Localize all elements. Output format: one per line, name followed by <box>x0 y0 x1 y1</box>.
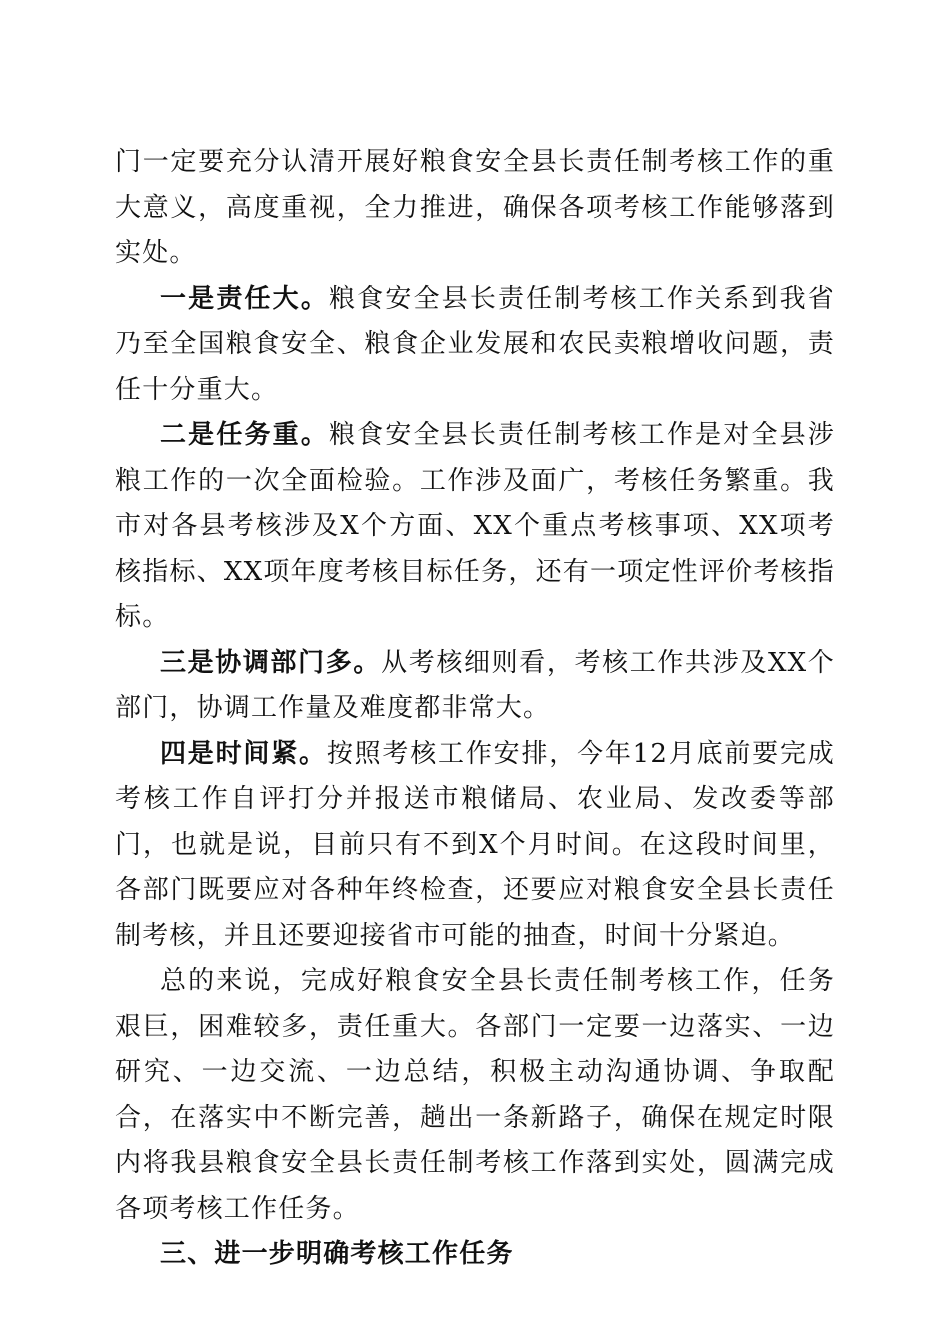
point-paragraph-4 <box>115 732 835 960</box>
point-paragraph-3 <box>115 641 835 732</box>
summary-paragraph <box>115 959 835 1232</box>
point-text-2: 粮食安全县长责任制考核工作是对全县涉粮工作的一次全面检验。工作涉及面广，考核任务繁重。我市对各县考核涉及X个方面、XX个重点考核事项、XX项考核指标、XX项年度考核目标任务，还有一项定性评价考核指标。 <box>115 420 836 632</box>
document-body <box>115 140 835 1278</box>
point-text-1: 粮食安全县长责任制考核工作关系到我省乃至全国粮食安全、粮食企业发展和农民卖粮增收问题，责任十分重大。 <box>115 283 836 405</box>
continuation-paragraph <box>115 140 835 277</box>
point-lead-2: 二是任务重。 <box>160 420 329 450</box>
point-lead-1: 一是责任大。 <box>160 283 329 314</box>
point-lead-4: 四是时间紧。 <box>160 738 327 769</box>
summary-text: 总的来说，完成好粮食安全县长责任制考核工作，任务艰巨，困难较多，责任重大。各部门一定要一边落实、一边研究、一边交流、一边总结，积极主动沟通协调、争取配合，在落实中不断完善，趟出一条新路子，确保在规定时限内将我县粮食安全县长责任制考核工作落到实处，圆满完成各项考核工作任务。 <box>115 966 835 1224</box>
point-text-4: 按照考核工作安排，今年12月底前要完成考核工作自评打分并报送市粮储局、农业局、发改委等部门，也就是说，目前只有不到X个月时间。在这段时间里，各部门既要应对各种年终检查，还要应对粮食安全县长责任制考核，并且还要迎接省市可能的抽查，时间十分紧迫。 <box>115 738 835 951</box>
section-heading: 三、进一步明确考核工作任务 <box>160 1239 514 1269</box>
point-paragraph-2 <box>115 413 835 641</box>
point-paragraph-1 <box>115 277 835 414</box>
point-lead-3: 三是协调部门多。 <box>160 647 382 678</box>
point-text-3: 从考核细则看，考核工作共涉及XX个部门，协调工作量及难度都非常大。 <box>115 647 835 723</box>
continuation-text: 门一定要充分认清开展好粮食安全县长责任制考核工作的重大意义，高度重视，全力推进，确保各项考核工作能够落到实处。 <box>115 147 835 268</box>
